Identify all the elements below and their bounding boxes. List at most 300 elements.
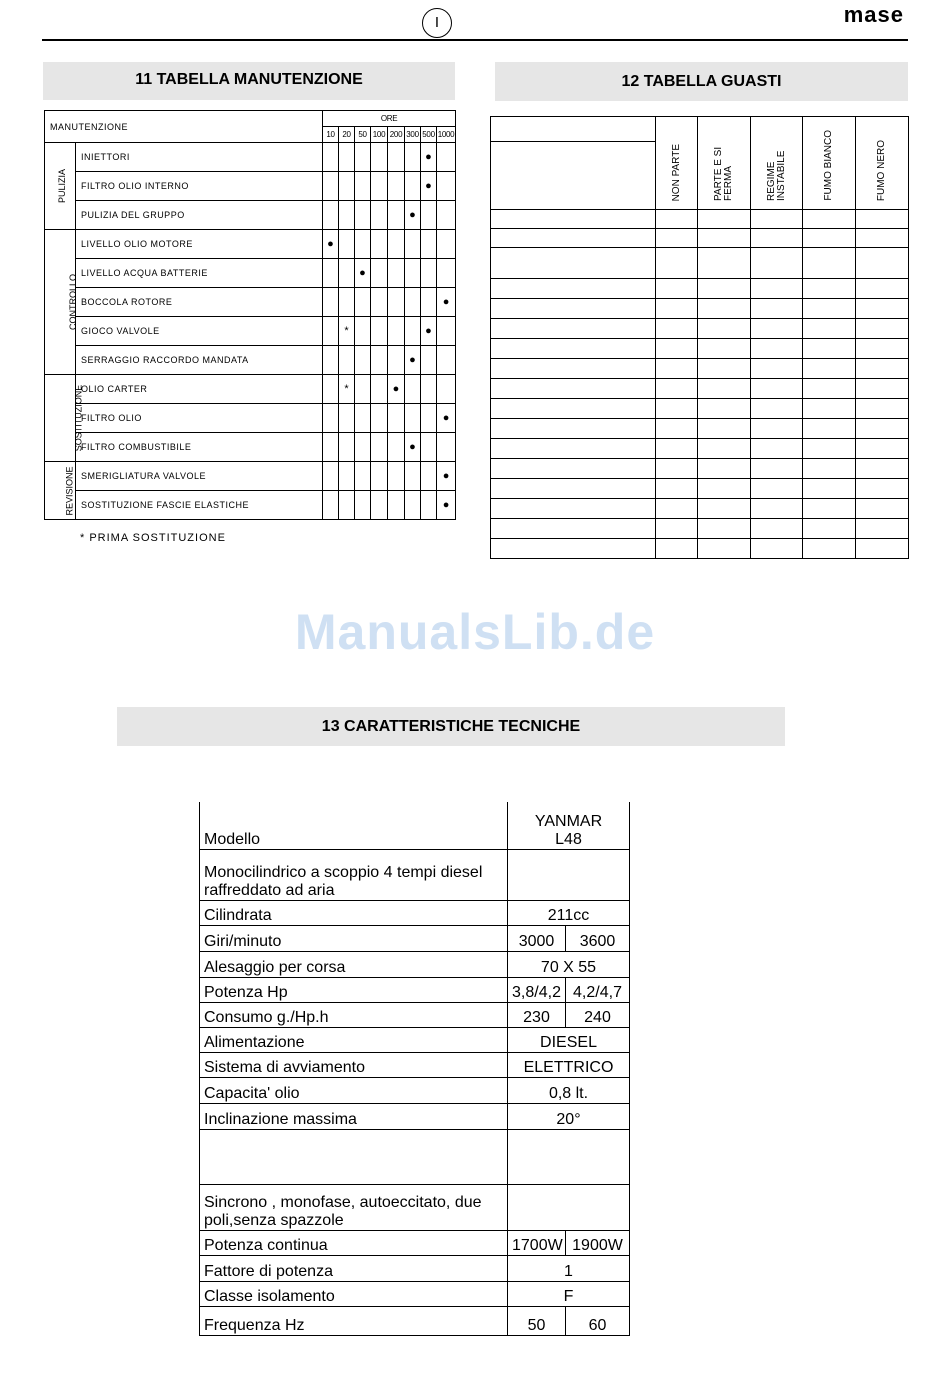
interval-cell (339, 491, 355, 520)
fault-cell (491, 279, 656, 299)
hour-col-500: 500 (421, 127, 437, 143)
fault-col-label: REGIME INSTABILE (765, 150, 787, 201)
maintenance-item-label: FILTRO OLIO INTERNO (76, 172, 323, 201)
spec-label: Potenza Hp (200, 978, 508, 1003)
fault-row (491, 419, 909, 439)
maintenance-header: MANUTENZIONE (45, 111, 323, 143)
interval-cell (323, 259, 339, 288)
interval-cell (437, 172, 456, 201)
interval-dot: ● (421, 143, 437, 172)
header-divider (42, 39, 908, 41)
fault-cell (803, 499, 856, 519)
spec-label: Consumo g./Hp.h (200, 1003, 508, 1028)
fault-cell (803, 319, 856, 339)
fault-cell (491, 359, 656, 379)
fault-cell (856, 399, 909, 419)
specs-table (199, 802, 629, 1336)
interval-cell (405, 230, 421, 259)
fault-cell (803, 210, 856, 229)
maintenance-item-label: GIOCO VALVOLE (76, 317, 323, 346)
spec-value-2: 60 (566, 1307, 630, 1336)
fault-cell (656, 419, 698, 439)
spec-value: F (508, 1282, 630, 1307)
fault-cell (856, 479, 909, 499)
spec-value (508, 1185, 630, 1231)
fault-cell (751, 499, 803, 519)
language-indicator: I (422, 8, 452, 38)
interval-cell (371, 404, 388, 433)
fault-cell (698, 339, 751, 359)
group-g3 (45, 375, 84, 462)
fault-cell (751, 279, 803, 299)
fault-cell (803, 399, 856, 419)
interval-cell (355, 201, 371, 230)
fault-cell (491, 379, 656, 399)
fault-cell (751, 359, 803, 379)
interval-cell (421, 288, 437, 317)
fault-cell (751, 459, 803, 479)
interval-cell (323, 491, 339, 520)
spec-row (200, 1282, 630, 1307)
maintenance-item-label: LIVELLO ACQUA BATTERIE (76, 259, 323, 288)
fault-row (491, 319, 909, 339)
maintenance-item-label: SOSTITUZIONE FASCIE ELASTICHE (76, 491, 323, 520)
fault-cell (491, 419, 656, 439)
interval-cell (421, 433, 437, 462)
fault-cell (698, 279, 751, 299)
interval-cell (323, 433, 339, 462)
interval-cell (405, 375, 421, 404)
interval-cell (339, 288, 355, 317)
fault-cell (803, 248, 856, 279)
interval-cell (388, 143, 405, 172)
spec-value: YANMAR L48 (508, 802, 630, 850)
maintenance-item-label: SERRAGGIO RACCORDO MANDATA (76, 346, 323, 375)
maintenance-item-label: BOCCOLA ROTORE (76, 288, 323, 317)
spec-value: DIESEL (508, 1028, 630, 1053)
maintenance-row (45, 404, 456, 433)
interval-cell (355, 375, 371, 404)
spec-row (200, 1256, 630, 1282)
spec-label: Monocilindrico a scoppio 4 tempi diesel raffreddato ad aria (200, 850, 508, 901)
interval-dot: ● (437, 288, 456, 317)
interval-cell (323, 143, 339, 172)
maintenance-row (45, 172, 456, 201)
spec-value: ELETTRICO (508, 1053, 630, 1078)
maintenance-row (45, 259, 456, 288)
interval-cell (405, 259, 421, 288)
fault-cell (656, 379, 698, 399)
interval-cell (339, 346, 355, 375)
fault-cell (856, 279, 909, 299)
fault-row (491, 499, 909, 519)
fault-cell (698, 499, 751, 519)
fault-col-header (856, 117, 909, 210)
fault-cell (698, 519, 751, 539)
fault-cell (856, 319, 909, 339)
fault-cell (698, 210, 751, 229)
fault-row (491, 379, 909, 399)
fault-cell (491, 539, 656, 559)
interval-cell (323, 375, 339, 404)
spec-value: 70 X 55 (508, 952, 630, 978)
interval-cell (437, 143, 456, 172)
fault-cell (491, 499, 656, 519)
fault-cell (698, 359, 751, 379)
maintenance-table (44, 110, 455, 528)
interval-cell (371, 375, 388, 404)
interval-cell (323, 288, 339, 317)
interval-cell (355, 172, 371, 201)
maintenance-row (45, 346, 456, 375)
fault-cell (656, 519, 698, 539)
group-label: REVISIONE (64, 465, 75, 516)
fault-cell (803, 359, 856, 379)
spec-label: Sincrono , monofase, autoeccitato, due poli,senza spazzole (200, 1185, 508, 1231)
fault-row (491, 479, 909, 499)
spec-value-2: 4,2/4,7 (566, 978, 630, 1003)
hour-col-10: 10 (323, 127, 339, 143)
interval-cell (437, 259, 456, 288)
fault-cell (751, 479, 803, 499)
fault-cell (751, 229, 803, 248)
spec-row (200, 1028, 630, 1053)
interval-cell (405, 404, 421, 433)
spec-value-1: 3000 (508, 926, 566, 952)
fault-cell (751, 399, 803, 419)
interval-cell (421, 259, 437, 288)
spec-row (200, 1104, 630, 1130)
fault-cell (856, 299, 909, 319)
fault-cell (491, 229, 656, 248)
fault-cell (751, 379, 803, 399)
section-title-maintenance: 11 TABELLA MANUTENZIONE (43, 62, 455, 100)
fault-row (491, 210, 909, 229)
fault-cell (751, 210, 803, 229)
fault-cell (656, 279, 698, 299)
group-g4 (45, 462, 76, 520)
interval-cell (388, 172, 405, 201)
maintenance-item-label: FILTRO OLIO (76, 404, 323, 433)
fault-row (491, 439, 909, 459)
fault-row (491, 299, 909, 319)
interval-cell (437, 346, 456, 375)
spec-row (200, 952, 630, 978)
fault-col-label: FUMO BIANCO (823, 130, 834, 201)
fault-cell (856, 439, 909, 459)
spec-row (200, 1053, 630, 1078)
interval-cell (355, 143, 371, 172)
interval-cell (437, 230, 456, 259)
interval-cell (421, 491, 437, 520)
spec-label: Classe isolamento (200, 1282, 508, 1307)
spec-row (200, 1307, 630, 1336)
spec-value-1: 1700W (508, 1231, 566, 1256)
fault-col-label: PARTE E SI FERMA (713, 146, 734, 201)
spec-value: 20° (508, 1104, 630, 1130)
fault-row (491, 519, 909, 539)
interval-cell (371, 288, 388, 317)
interval-cell (323, 404, 339, 433)
interval-cell (388, 433, 405, 462)
interval-cell (339, 172, 355, 201)
fault-cell (656, 399, 698, 419)
interval-dot: ● (421, 317, 437, 346)
spec-row (200, 978, 630, 1003)
interval-cell (339, 230, 355, 259)
fault-cell (803, 279, 856, 299)
fault-row (491, 339, 909, 359)
interval-dot: ● (323, 230, 339, 259)
spec-label: Frequenza Hz (200, 1307, 508, 1336)
fault-cell (803, 229, 856, 248)
fault-cell (656, 229, 698, 248)
fault-cell (751, 248, 803, 279)
fault-cell (803, 459, 856, 479)
fault-cell (856, 539, 909, 559)
interval-dot: ● (405, 201, 421, 230)
interval-cell (388, 317, 405, 346)
interval-cell (437, 375, 456, 404)
interval-cell (371, 259, 388, 288)
fault-cell (856, 419, 909, 439)
hour-col-300: 300 (405, 127, 421, 143)
interval-cell (339, 143, 355, 172)
interval-cell (339, 433, 355, 462)
spec-value-1: 50 (508, 1307, 566, 1336)
fault-cell (698, 379, 751, 399)
group-label: SOSTITUZIONE (73, 384, 84, 452)
spec-row (200, 926, 630, 952)
fault-cell (803, 339, 856, 359)
fault-cell (656, 319, 698, 339)
fault-col-header (751, 117, 803, 210)
spec-label: Fattore di potenza (200, 1256, 508, 1282)
fault-cell (856, 229, 909, 248)
interval-cell (355, 491, 371, 520)
maintenance-footnote: * PRIMA SOSTITUZIONE (80, 532, 226, 544)
brand-logo: mase (843, 2, 904, 27)
fault-row (491, 279, 909, 299)
fault-cell (803, 419, 856, 439)
maintenance-item-label: INIETTORI (76, 143, 323, 172)
fault-cell (751, 439, 803, 459)
maintenance-item-label: OLIO CARTER (76, 375, 323, 404)
interval-cell (388, 462, 405, 491)
first-replacement-star: * (339, 375, 355, 404)
fault-cell (856, 210, 909, 229)
fault-cell (491, 248, 656, 279)
fault-cell (491, 299, 656, 319)
spec-row (200, 1003, 630, 1028)
interval-dot: ● (437, 404, 456, 433)
fault-cell (856, 248, 909, 279)
interval-cell (323, 462, 339, 491)
fault-row (491, 248, 909, 279)
interval-cell (388, 491, 405, 520)
hour-col-1000: 1000 (437, 127, 456, 143)
fault-cell (491, 479, 656, 499)
fault-row (491, 459, 909, 479)
maintenance-row (45, 230, 456, 259)
spec-row (200, 802, 630, 850)
interval-cell (355, 462, 371, 491)
interval-cell (388, 288, 405, 317)
fault-cell (698, 299, 751, 319)
maintenance-row (45, 143, 456, 172)
fault-cell (656, 359, 698, 379)
fault-cell (751, 339, 803, 359)
spec-label: Modello (200, 802, 508, 850)
interval-cell (339, 404, 355, 433)
fault-cell (491, 339, 656, 359)
interval-cell (388, 201, 405, 230)
maintenance-row (45, 288, 456, 317)
fault-cell (698, 539, 751, 559)
fault-row (491, 229, 909, 248)
fault-cell (491, 459, 656, 479)
interval-cell (421, 230, 437, 259)
spec-label (200, 1130, 508, 1185)
interval-cell (421, 375, 437, 404)
fault-cell (656, 210, 698, 229)
hour-col-100: 100 (371, 127, 388, 143)
interval-cell (405, 462, 421, 491)
spec-label: Capacita' olio (200, 1078, 508, 1104)
interval-cell (323, 201, 339, 230)
maintenance-row (45, 462, 456, 491)
fault-cell (698, 248, 751, 279)
fault-col-label: FUMO NERO (876, 139, 887, 201)
spec-value-2: 1900W (566, 1231, 630, 1256)
section-title-specs: 13 CARATTERISTICHE TECNICHE (117, 707, 785, 746)
spec-label: Inclinazione massima (200, 1104, 508, 1130)
interval-cell (355, 346, 371, 375)
spec-value: 211cc (508, 901, 630, 926)
fault-cell (698, 399, 751, 419)
interval-dot: ● (437, 462, 456, 491)
fault-cell (803, 539, 856, 559)
interval-cell (437, 201, 456, 230)
hour-col-20: 20 (339, 127, 355, 143)
maintenance-row (45, 433, 456, 462)
interval-cell (371, 346, 388, 375)
interval-cell (371, 433, 388, 462)
interval-cell (371, 230, 388, 259)
hour-col-200: 200 (388, 127, 405, 143)
fault-table (490, 116, 908, 559)
hours-header: ORE (323, 111, 456, 127)
fault-cell (656, 539, 698, 559)
interval-cell (421, 404, 437, 433)
interval-cell (323, 317, 339, 346)
spec-label: Sistema di avviamento (200, 1053, 508, 1078)
spec-value-2: 3600 (566, 926, 630, 952)
fault-cell (491, 319, 656, 339)
fault-cell (491, 210, 656, 229)
group-g1 (45, 143, 76, 230)
interval-dot: ● (355, 259, 371, 288)
interval-cell (355, 317, 371, 346)
interval-cell (437, 317, 456, 346)
fault-cell (698, 319, 751, 339)
fault-cell (656, 339, 698, 359)
interval-dot: ● (405, 433, 421, 462)
interval-cell (405, 317, 421, 346)
interval-cell (339, 201, 355, 230)
spec-value-1: 230 (508, 1003, 566, 1028)
interval-cell (355, 404, 371, 433)
interval-cell (388, 259, 405, 288)
interval-cell (405, 491, 421, 520)
fault-cell (751, 319, 803, 339)
interval-cell (371, 172, 388, 201)
spec-label: Giri/minuto (200, 926, 508, 952)
fault-cell (656, 499, 698, 519)
spec-row (200, 901, 630, 926)
interval-cell (371, 491, 388, 520)
interval-cell (355, 288, 371, 317)
fault-cell (751, 519, 803, 539)
fault-cell (656, 459, 698, 479)
fault-cell (698, 419, 751, 439)
fault-cell (856, 379, 909, 399)
maintenance-row (45, 491, 456, 520)
interval-cell (371, 462, 388, 491)
maintenance-item-label: SMERIGLIATURA VALVOLE (76, 462, 323, 491)
interval-cell (421, 201, 437, 230)
fault-cell (698, 479, 751, 499)
maintenance-row (45, 317, 456, 346)
watermark: ManualsLib.de (294, 604, 656, 660)
interval-cell (339, 259, 355, 288)
fault-cell (751, 419, 803, 439)
fault-cell (491, 519, 656, 539)
fault-cell (803, 439, 856, 459)
interval-dot: ● (421, 172, 437, 201)
spec-value-1: 3,8/4,2 (508, 978, 566, 1003)
fault-cell (656, 439, 698, 459)
fault-cell (656, 299, 698, 319)
spec-value (508, 850, 630, 901)
group-g2 (45, 230, 79, 375)
interval-cell (437, 433, 456, 462)
interval-cell (405, 172, 421, 201)
fault-col-header (698, 117, 751, 210)
spec-row (200, 1078, 630, 1104)
interval-cell (421, 462, 437, 491)
interval-cell (371, 317, 388, 346)
maintenance-item-label: PULIZIA DEL GRUPPO (76, 201, 323, 230)
interval-cell (388, 230, 405, 259)
fault-col-header (656, 117, 698, 210)
first-replacement-star: * (339, 317, 355, 346)
interval-cell (355, 433, 371, 462)
section-title-faults: 12 TABELLA GUASTI (495, 62, 908, 101)
spec-value: 1 (508, 1256, 630, 1282)
interval-cell (323, 172, 339, 201)
interval-cell (405, 143, 421, 172)
spec-row (200, 1231, 630, 1256)
maintenance-row (45, 375, 456, 404)
interval-cell (371, 201, 388, 230)
fault-cell (803, 299, 856, 319)
fault-cell (656, 479, 698, 499)
interval-dot: ● (388, 375, 405, 404)
fault-cell (698, 459, 751, 479)
fault-cell (803, 379, 856, 399)
fault-cell (491, 141, 656, 209)
